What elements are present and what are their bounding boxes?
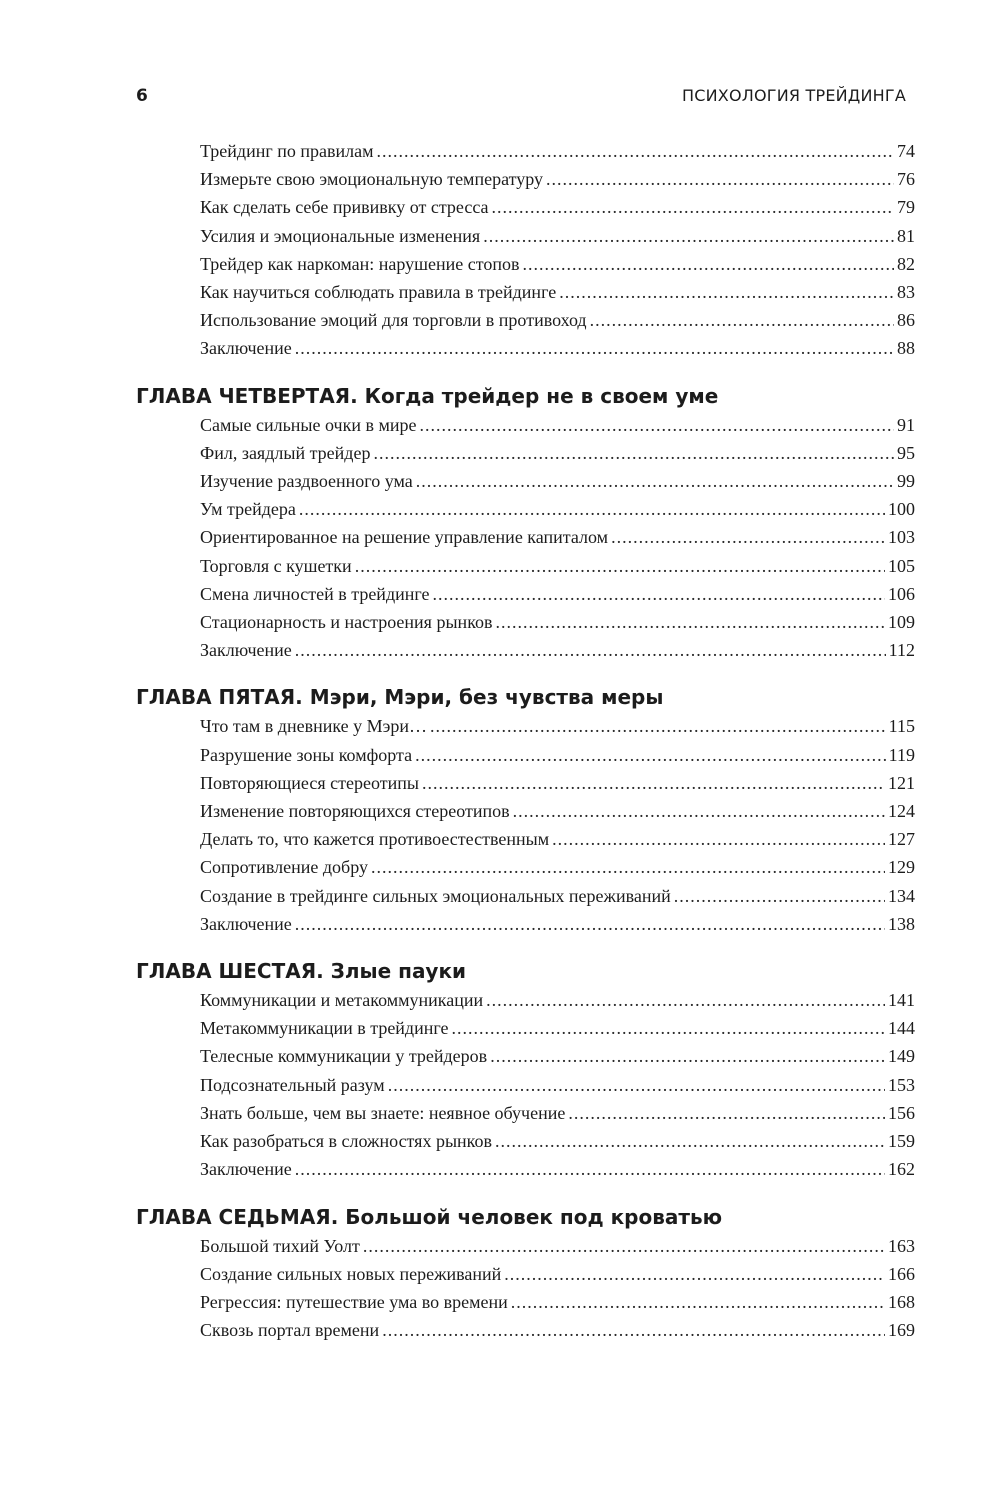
toc-entry-page-number: 109 (888, 612, 915, 633)
chapter-block (136, 1202, 916, 1345)
toc-entry (200, 552, 915, 580)
toc-entry (200, 1014, 915, 1042)
toc-entry (200, 580, 915, 608)
dot-leader (295, 334, 894, 362)
dot-leader (419, 411, 894, 439)
toc-entry-title: Коммуникации и метакоммуникации (200, 990, 484, 1011)
chapter-title: ГЛАВА СЕДЬМАЯ. Большой человек под кроватью (136, 1204, 723, 1229)
toc-entry-title: Самые сильные очки в мире (200, 414, 417, 435)
toc-entry (200, 1099, 915, 1127)
toc-entry-title: Что там в дневнике у Мэри… (200, 716, 427, 737)
dot-leader (415, 741, 886, 769)
toc-entry (200, 797, 915, 825)
toc-entry-list (136, 1232, 916, 1345)
toc-entry-page-number: 121 (888, 772, 915, 793)
dot-leader (546, 165, 894, 193)
toc-entry (200, 1288, 915, 1316)
toc-entry (200, 825, 915, 853)
page-header (136, 83, 906, 113)
dot-leader (416, 467, 894, 495)
dot-leader (504, 1260, 885, 1288)
toc-entry-page-number: 163 (888, 1235, 915, 1256)
toc-entry-page-number: 153 (888, 1074, 915, 1095)
dot-leader (483, 222, 894, 250)
toc-entry-page-number: 112 (888, 640, 915, 661)
toc-entry-page-number: 168 (888, 1291, 915, 1312)
toc-entry-page-number: 99 (897, 471, 915, 492)
dot-leader (295, 636, 886, 664)
toc-entry (200, 165, 915, 193)
toc-entry-page-number: 83 (897, 282, 915, 303)
dot-leader (299, 495, 885, 523)
table-of-contents (136, 137, 916, 1344)
toc-entry (200, 1042, 915, 1070)
toc-entry (200, 741, 915, 769)
toc-entry-title: Усилия и эмоциональные изменения (200, 225, 481, 246)
dot-leader (568, 1099, 885, 1127)
dot-leader (611, 523, 885, 551)
toc-entry-title: Знать больше, чем вы знаете: неявное обучение (200, 1102, 566, 1123)
chapter-block (136, 956, 916, 1183)
chapter-title: ГЛАВА ЧЕТВЕРТАЯ. Когда трейдер не в своем уме (136, 383, 719, 408)
toc-entry-page-number: 88 (897, 338, 915, 359)
toc-entry-page-number: 115 (888, 716, 915, 737)
toc-entry-title: Как научиться соблюдать правила в трейдинге (200, 282, 557, 303)
toc-entry (200, 636, 915, 664)
dot-leader (552, 825, 885, 853)
toc-entry-title: Трейдинг по правилам (200, 141, 374, 161)
dot-leader (523, 250, 894, 278)
toc-entry-title: Заключение (200, 338, 292, 359)
chapter-block (136, 381, 916, 665)
dot-leader (433, 580, 886, 608)
toc-entry (200, 986, 915, 1014)
dot-leader (388, 1071, 885, 1099)
toc-entry-title: Фил, заядлый трейдер (200, 442, 371, 463)
toc-entry-title: Подсознательный разум (200, 1074, 385, 1095)
chapter-title: ГЛАВА ШЕСТАЯ. Злые пауки (136, 959, 467, 984)
dot-leader (513, 797, 885, 825)
toc-entry (200, 495, 915, 523)
toc-entry-page-number: 105 (888, 555, 915, 576)
toc-entry-page-number: 141 (888, 990, 915, 1011)
toc-entry-title: Изменение повторяющихся стереотипов (200, 801, 510, 822)
toc-entry-title: Регрессия: путешествие ума во времени (200, 1291, 508, 1312)
toc-entry-page-number: 124 (888, 801, 915, 822)
toc-entry-page-number: 149 (888, 1046, 915, 1067)
dot-leader (452, 1014, 886, 1042)
toc-entry-page-number: 95 (897, 442, 915, 463)
toc-entry-title: Стационарность и настроения рынков (200, 612, 493, 633)
toc-entry-page-number: 86 (897, 310, 915, 331)
toc-entry (200, 608, 915, 636)
toc-entry-title: Как сделать себе прививку от стресса (200, 197, 489, 218)
toc-entry (200, 334, 915, 362)
toc-entry (200, 1127, 915, 1155)
toc-entry-page-number: 156 (888, 1102, 915, 1123)
toc-entry (200, 523, 915, 551)
dot-leader (355, 552, 885, 580)
toc-entry-title: Разрушение зоны комфорта (200, 744, 413, 765)
toc-entry (200, 1232, 915, 1260)
dot-leader (382, 1316, 885, 1344)
toc-entry-page-number: 129 (888, 857, 915, 878)
dot-leader (511, 1288, 885, 1316)
toc-entry (200, 411, 915, 439)
toc-entry-list (136, 411, 916, 665)
toc-entry (200, 1155, 915, 1183)
toc-entry-page-number: 169 (888, 1320, 915, 1341)
toc-entry-page-number: 100 (888, 499, 915, 520)
toc-entry-page-number: 166 (888, 1263, 915, 1284)
dot-leader (295, 910, 885, 938)
toc-entry (200, 467, 915, 495)
toc-entry (200, 910, 915, 938)
toc-entry (200, 306, 915, 334)
dot-leader (373, 439, 894, 467)
dot-leader (495, 1127, 885, 1155)
toc-entry (200, 137, 915, 165)
toc-entry-page-number: 119 (888, 744, 915, 765)
toc-entry (200, 439, 915, 467)
dot-leader (490, 1042, 885, 1070)
toc-entry (200, 712, 915, 740)
toc-entry-page-number: 162 (888, 1159, 915, 1180)
toc-entry-title: Как разобраться в сложностях рынков (200, 1131, 493, 1152)
toc-entry-title: Большой тихий Уолт (200, 1235, 360, 1256)
toc-entry-title: Сквозь портал времени (200, 1320, 380, 1341)
toc-entry-page-number: 81 (897, 225, 915, 246)
toc-entry-page-number: 127 (888, 829, 915, 850)
toc-entry-page-number: 76 (897, 169, 915, 190)
toc-entry-title: Сопротивление добру (200, 857, 368, 878)
dot-leader (590, 306, 894, 334)
toc-entry (200, 278, 915, 306)
toc-entry-page-number: 91 (897, 414, 915, 435)
dot-leader (559, 278, 894, 306)
toc-entry-title: Заключение (200, 913, 292, 934)
toc-entry-title: Трейдер как наркоман: нарушение стопов (200, 253, 520, 274)
toc-entry-page-number: 138 (888, 913, 915, 934)
toc-entry-list (136, 986, 916, 1183)
toc-entry-title: Создание в трейдинге сильных эмоциональных переживаний (200, 885, 671, 906)
chapter-block (136, 682, 916, 938)
toc-entry (200, 1316, 915, 1344)
toc-entry-title: Изучение раздвоенного ума (200, 471, 413, 492)
toc-entry (200, 250, 915, 278)
page-number: 6 (136, 86, 148, 106)
toc-entry-page-number: 159 (888, 1131, 915, 1152)
toc-entry-title: Метакоммуникации в трейдинге (200, 1018, 449, 1039)
dot-leader (674, 882, 885, 910)
toc-entry-list (136, 712, 916, 938)
toc-entry-title: Ум трейдера (200, 499, 296, 520)
dot-leader (377, 137, 895, 165)
dot-leader (422, 769, 885, 797)
dot-leader (371, 853, 885, 881)
toc-entry-title: Заключение (200, 640, 292, 661)
toc-entry-title: Измерьте свою эмоциональную температуру (200, 169, 543, 190)
dot-leader (492, 193, 894, 221)
dot-leader (363, 1232, 885, 1260)
toc-entry-title: Заключение (200, 1159, 292, 1180)
toc-entry-page-number: 74 (897, 141, 915, 161)
toc-entry-page-number: 106 (888, 583, 915, 604)
toc-entry (200, 853, 915, 881)
toc-entry-title: Ориентированное на решение управление капиталом (200, 527, 609, 548)
toc-entry-title: Создание сильных новых переживаний (200, 1263, 502, 1284)
toc-entry (200, 1071, 915, 1099)
toc-entry-page-number: 144 (888, 1018, 915, 1039)
toc-entry (200, 222, 915, 250)
toc-entry-title: Смена личностей в трейдинге (200, 583, 430, 604)
toc-entry-title: Телесные коммуникации у трейдеров (200, 1046, 488, 1067)
toc-entry-title: Делать то, что кажется противоестественным (200, 829, 550, 850)
toc-entry-title: Повторяющиеся стереотипы (200, 772, 419, 793)
toc-entry (200, 193, 915, 221)
toc-entry-title: Торговля с кушетки (200, 555, 352, 576)
toc-entry-page-number: 134 (888, 885, 915, 906)
dot-leader (295, 1155, 885, 1183)
chapter-block (136, 137, 916, 363)
dot-leader (496, 608, 885, 636)
dot-leader (430, 712, 886, 740)
toc-entry (200, 769, 915, 797)
toc-entry-page-number: 103 (888, 527, 915, 548)
chapter-title: ГЛАВА ПЯТАЯ. Мэри, Мэри, без чувства меры (136, 685, 664, 710)
running-title: ПСИХОЛОГИЯ ТРЕЙДИНГА (682, 86, 906, 105)
toc-entry-page-number: 82 (897, 253, 915, 274)
dot-leader (486, 986, 885, 1014)
toc-entry (200, 882, 915, 910)
toc-entry-title: Использование эмоций для торговли в противоход (200, 310, 587, 331)
toc-entry-page-number: 79 (897, 197, 915, 218)
toc-entry (200, 1260, 915, 1288)
toc-entry-list (136, 137, 916, 363)
